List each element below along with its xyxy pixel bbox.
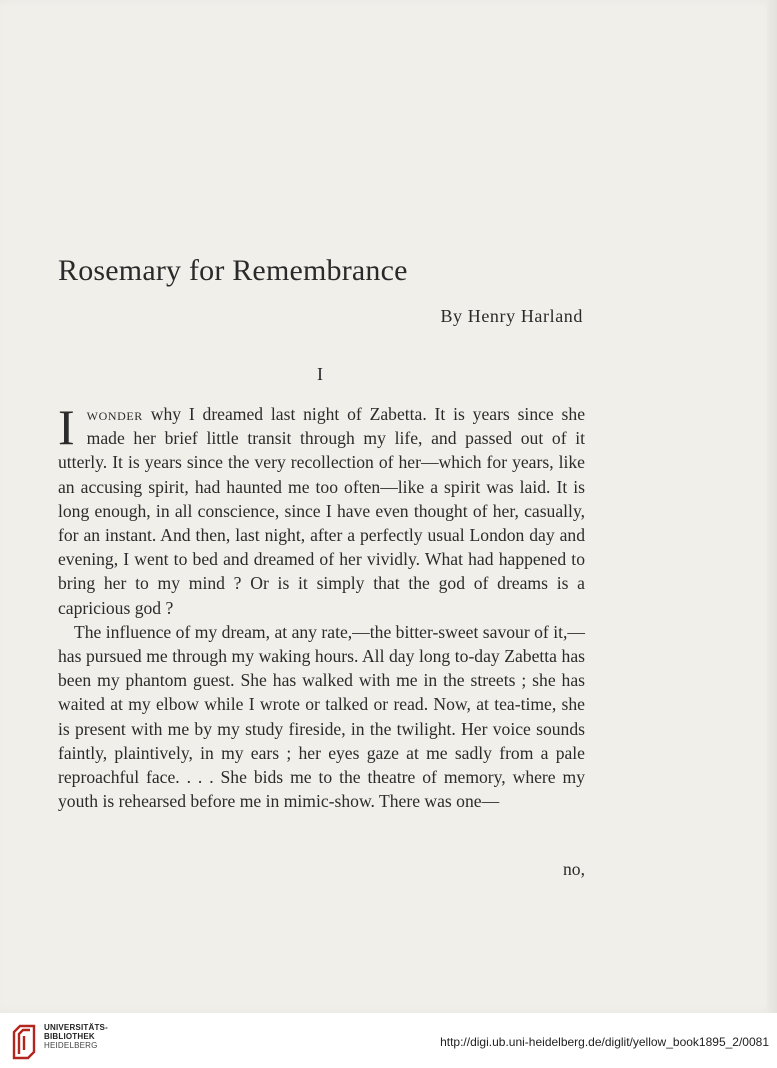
article-body	[58, 399, 585, 813]
paragraph-1-text: why I dreamed last night of Zabetta. It is years since she made her brief little transit through my life, and passed out of it utterly. It is years since the very recollection of her—which for years, like an accusing spirit, had haunted me too often—like a spirit was laid. It is long enough, in all conscience, since I have even thought of her, casually, for an instant. And then, last night, after a perfectly usual London day and evening, I went to bed and dreamed of her vividly. What had happened to bring her to my mind ? Or is it simply that the god of dreams is a capricious god ?	[58, 404, 585, 618]
heidelberg-library-logo-icon[interactable]	[10, 1022, 38, 1060]
paragraph-1	[58, 399, 585, 620]
library-name-line-2: BIBLIOTHEK	[44, 1032, 95, 1041]
paragraph-2: The influence of my dream, at any rate,—the bitter-sweet savour of it,—has pursued me through my waking hours. All day long to-day Zabetta has been my phantom guest. She has walked with me in the streets ; she has waited at my elbow while I wrote or talked or read. Now, at tea-time, she is present with me by my study fireside, in the twilight. Her voice sounds faintly, plaintively, in my ears ; her eyes gaze at me sadly from a pale reproachful face. . . . She bids me to the theatre of memory, where my youth is rehearsed before me in mimic-show. There was one—	[58, 621, 585, 812]
permalink-url[interactable]: http://digi.ub.uni-heidelberg.de/diglit/yellow_book1895_2/0081	[440, 1035, 769, 1049]
opening-smallcaps: wonder	[86, 404, 143, 424]
catchword: no,	[563, 859, 585, 879]
article-title: Rosemary for Remembrance	[58, 254, 408, 287]
section-numeral: I	[317, 364, 323, 384]
page-edge	[767, 0, 777, 1013]
library-name-line-1: UNIVERSITÄTS-	[44, 1023, 108, 1032]
viewer-footer	[0, 1013, 777, 1068]
article-author: By Henry Harland	[440, 306, 583, 326]
library-name-line-3: HEIDELBERG	[44, 1041, 98, 1050]
library-name[interactable]	[44, 1023, 108, 1050]
drop-cap: I	[58, 399, 75, 455]
